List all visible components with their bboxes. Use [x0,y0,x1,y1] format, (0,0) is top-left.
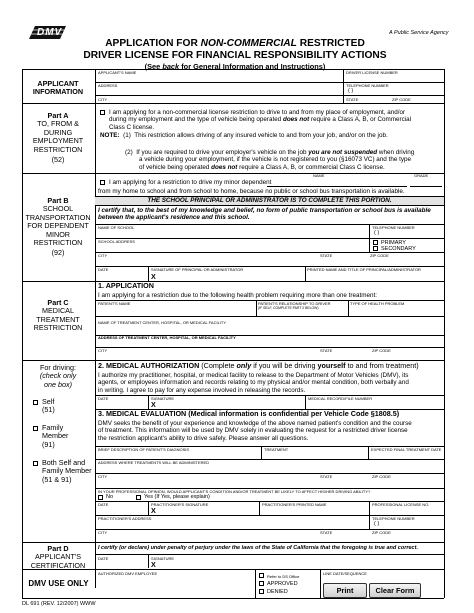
prac-city-label: CITY [98,530,108,535]
center-zip-label: ZIP CODE [372,348,391,353]
both-checkbox[interactable] [33,461,38,466]
relationship-label: PATIENT'S RELATIONSHIP TO DRIVER (IF SELF, COMPLETE PART 2 BELOW) [258,301,331,310]
expected-date-label: EXPECTED FINAL TREATMENT DATE [371,447,442,452]
school-zip-label: ZIP CODE [370,253,389,258]
center-address-label: ADDRESS OF TREATMENT CENTER, HOSPITAL, OR MEDICAL FACILITY [98,335,236,340]
part-c-label: Part C MEDICAL TREATMENT RESTRICTION [33,298,83,333]
prac-license-label: PROFESSIONAL LICENSE NO. [372,502,430,507]
dmv-use-only-label: DMV USE ONLY [28,579,89,588]
school-address-label: SCHOOL ADDRESS [98,239,135,244]
no-label: No [106,494,114,500]
both-option: Both Self and Family Member (51 & 91) [42,458,92,484]
form-title: APPLICATION FOR NON-COMMERCIAL RESTRICTED DRIVER LICENSE FOR FINANCIAL RESPONSIBILITY ACTIONS [83,38,387,61]
school-telephone-label: TELEPHONE NUMBER [372,225,415,230]
part-a-note: NOTE: (1) This restriction allows driving of any insured vehicle to and from your job, and/or on the job. [100,132,388,139]
part-b-checkbox[interactable] [100,180,105,185]
minor-grade-col: GRADE [414,173,429,178]
minor-grade-field[interactable] [410,179,442,187]
prac-telephone-paren: ( ) [374,521,380,527]
center-state-label: STATE [320,348,333,353]
driving-options: For driving: (check only one box) [39,363,77,389]
cert-signature-field[interactable] [160,561,440,568]
agency-tagline: A Public Service Agency [389,30,449,36]
self-checkbox[interactable] [33,400,38,405]
part-a-checkbox[interactable] [100,110,105,115]
part-b-label: Part B SCHOOL TRANSPORTATION FOR DEPENDENT MINOR RESTRICTION (92) [25,196,91,258]
city-label: CITY [98,97,108,102]
line-date-label: LINE DATE/SEQUENCE [323,571,367,576]
patient-name-field[interactable] [98,307,253,315]
dl-number-label: DRIVER LICENSE NUMBER [346,70,398,75]
principal-date-label: DATE [98,267,109,272]
approved-checkbox[interactable] [259,581,264,586]
principal-signature-x: X [151,272,156,281]
denied-label: DENIED [267,589,288,595]
yes-label: Yes (If Yes, please explain) [144,494,210,500]
primary-label: PRIMARY [381,240,406,246]
applicant-name-field[interactable] [98,75,340,82]
primary-checkbox[interactable] [373,240,378,245]
evaluation-text: DMV seeks the benefit of your experience and knowledge of the above named patient's condition and the course of treatment. This information will be used by DMV solely in evaluating the request for a restricted driver license the restriction applicant's ability to drive safely. Please answer all questions. [98,420,412,442]
diagnosis-field[interactable] [98,452,258,458]
prac-address-field[interactable] [98,521,366,528]
certification-text: I certify (or declare) under penalty of perjury under the laws of the State of California that the foregoing is true and correct. [98,545,418,551]
diagnosis-label: BRIEF DESCRIPTION OF PATIENT'S DIAGNOSIS [98,447,190,452]
dmv-logo: DMV [26,24,70,41]
cert-signature-x: X [151,560,156,569]
address-field[interactable] [98,88,340,94]
principal-signature-label: SIGNATURE OF PRINCIPAL OR ADMINISTRATOR [151,267,244,272]
form-id-footer: DL 691 (REV. 12/2007) WWW [22,601,96,607]
self-option: Self (51) [42,397,55,415]
print-button[interactable]: Print [323,583,367,598]
auth-signature-label: SIGNATURE [151,396,175,401]
part-d-label: Part D APPLICANT'S CERTIFICATION [30,544,86,570]
prac-telephone-label: TELEPHONE NUMBER [372,516,415,521]
dl-number-field[interactable] [346,75,442,82]
city-label-c2: CITY [98,474,108,479]
zip-label: ZIP CODE [392,97,411,102]
refer-label: Refer to DS Office [267,574,300,579]
prac-address-label: PRACTITIONER'S ADDRESS [98,516,152,521]
no-checkbox[interactable] [98,495,103,500]
cert-signature-label: SIGNATURE [151,556,175,561]
applicant-name-label: APPLICANT'S NAME [98,70,137,75]
prac-signature-field[interactable] [160,507,256,514]
telephone-field[interactable] [365,88,442,94]
principal-banner: THE SCHOOL PRINCIPAL OR ADMINISTRATOR IS TO COMPLETE THIS PORTION. [147,197,392,204]
principal-signature-field[interactable] [160,273,302,280]
principal-printed-name-label: PRINTED NAME AND TITLE OF PRINCIPAL/ADMINISTRATOR [307,267,421,272]
state-label: STATE [346,97,359,102]
authorization-text: I authorize my practitioner, hospital, or medical facility to release to the Department of Motor Vehicles (DMV), its agents, or employees information and records relating to my physical and/or mental condition, both verbally and in writing. I agree to pay for any expense involved in releasing the records. [98,372,409,394]
state-label-c2: STATE [320,474,333,479]
prac-zip-label: ZIP CODE [372,530,391,535]
family-option: Family Member (91) [42,423,69,449]
refer-checkbox[interactable] [259,573,264,578]
application-heading: 1. APPLICATION [98,281,154,290]
admin-address-field[interactable] [98,466,442,472]
dmv-employee-label: AUTHORIZED DMV EMPLOYEE [98,571,158,576]
form-subtitle: (See back for General Information and Instructions) [144,62,326,71]
cert-date-label: DATE [98,556,109,561]
treatment-center-field[interactable] [98,326,442,334]
prac-signature-label: PRACTITIONER'S SIGNATURE [151,502,209,507]
part-a-item2: (2) If you are required to drive your employer's vehicle on the job you are not suspended when driving a vehicle during your employment, if the vehicle is not registered to you (§16073 VC) and the type of vehicle being operated does not require a Class A, B, or commercial Class C license. [125,149,415,171]
auth-signature-field[interactable] [160,401,300,408]
prac-printed-label: PRACTITIONER'S PRINTED NAME [262,502,327,507]
secondary-label: SECONDARY [381,246,416,252]
authorization-heading: 2. MEDICAL AUTHORIZATION (Complete only if you will be driving yourself to and from treatment) [98,361,419,370]
part-a-text: I am applying for a non-commercial license restriction to drive to and from my place of employment, and/or during my employment and the type of vehicle being operated does not require a Class A, B, or Commercial Class C license. [109,109,412,131]
city-field[interactable] [98,96,340,102]
school-name-label: NAME OF SCHOOL [98,225,135,230]
telephone-label: TELEPHONE NUMBER [346,83,389,88]
principal-certify: I certify that, to the best of my knowledge and belief, no form of public transportation or school bus is available between the applicant's residence and this school. [98,207,431,222]
part-a-label: Part A TO, FROM & DURING EMPLOYMENT RESTRICTION (52) [32,111,84,165]
treatment-label: TREATMENT [264,447,289,452]
school-name-field[interactable] [98,230,366,237]
school-address-field[interactable] [98,244,366,251]
minor-name-col: NAME [313,173,325,178]
approved-label: APPROVED [267,581,298,587]
admin-address-label: ADDRESS WHERE TREATMENTS WILL BE ADMINISTERED [98,460,210,465]
secondary-checkbox[interactable] [373,246,378,251]
zip-label-c2: ZIP CODE [372,474,391,479]
evaluation-heading: 3. MEDICAL EVALUATION (Medical information is confidential per Vehicle Code §1808.5) [98,409,400,418]
part-b-applying: I am applying for a restriction to drive my minor dependent [109,179,272,186]
center-city-label: CITY [98,348,108,353]
patient-name-label: PATIENT'S NAME [98,301,131,306]
prac-signature-x: X [151,506,156,515]
address-label: ADDRESS [98,83,118,88]
minor-name-field[interactable] [267,179,407,187]
school-city-label: CITY [98,253,108,258]
yes-checkbox[interactable] [136,495,141,500]
health-problem-label: TYPE OF HEALTH PROBLEM [350,301,405,306]
school-city-field[interactable] [98,258,316,265]
opinion-question: IN YOUR PROFESSIONAL OPINION, WOULD APPLICANT'S CONDITION AND/OR TREATMENT BE LIKELY TO AFFECT HIS/HER DRIVING ABILITY? [98,489,371,494]
school-telephone-paren: ( ) [374,230,380,236]
auth-signature-x: X [151,400,156,409]
treatment-center-label: NAME OF TREATMENT CENTER, HOSPITAL, OR MEDICAL FACILITY [98,320,227,325]
family-checkbox[interactable] [33,426,38,431]
application-text: I am applying for a restriction due to the following health problem requiring more than one treatment: [98,292,377,299]
auth-date-label: DATE [98,396,109,401]
applicant-section-label: APPLICANT INFORMATION [32,79,84,97]
prac-state-label: STATE [320,530,333,535]
clear-form-button[interactable]: Clear Form [369,583,421,598]
denied-checkbox[interactable] [259,589,264,594]
prac-date-label: DATE [98,502,109,507]
medical-record-label: MEDICAL RECORD/FILE NUMBER [308,396,373,401]
part-b-from-home: from my home to school and from school to home, because no public or school bus transportation is available. [98,188,405,195]
telephone-paren: ( ) [348,88,354,94]
school-state-label: STATE [320,253,333,258]
